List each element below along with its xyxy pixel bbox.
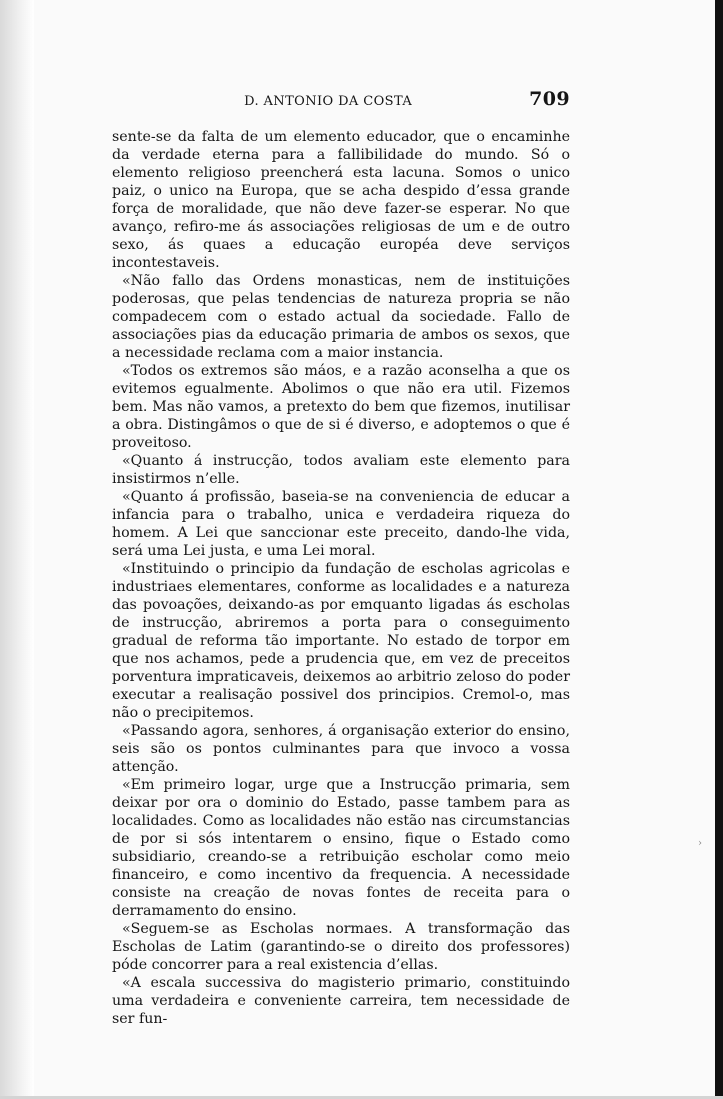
paragraph: «Instituindo o principio da fundação de escholas agricolas e industriaes elementares, conforme as localidades e a natureza das povoações, deixando-as por emquanto ligadas ás escholas de instrucção, abriremos a porta para o conseguimento gradual de reforma tão importante. No estado de torpor em que nos achamos, pede a prudencia que, em vez de preceitos porventura impraticaveis, deixemos ao arbitrio zeloso do poder executar a realisação possivel dos principios. Cremol-o, mas não o precipitemos. xyxy=(112,561,570,721)
paragraph: «A escala successiva do magisterio primario, constituindo uma verdadeira e conveniente carreira, tem necessidade de ser fun- xyxy=(112,975,570,1027)
paragraph: «Não fallo das Ordens monasticas, nem de instituições poderosas, que pelas tendencias de natureza propria se não compadecem com o estado actual da sociedade. Fallo de associações pias da educação primaria de ambos os sexos, que a necessidade reclama com a maior instancia. xyxy=(112,273,570,361)
page-header xyxy=(112,88,570,112)
body-text xyxy=(112,128,570,1028)
paragraph: sente-se da falta de um elemento educador, que o encaminhe da verdade eterna para a fallibilidade do mundo. Só o elemento religioso preencherá esta lacuna. Somos o unico paiz, o unico na Europa, que se acha despido d’essa grande força de moralidade, que não deve fazer-se esperar. No que avanço, refiro-me ás associações religiosas de um e de outro sexo, ás quaes a educação européa deve serviços incontestaveis. xyxy=(112,129,570,271)
paragraph: «Em primeiro logar, urge que a Instrucção primaria, sem deixar por ora o dominio do Estado, passe tambem para as localidades. Como as localidades não estão nas circumstancias de por si sós intentarem o ensino, fique o Estado como subsidiario, creando-se a retribuição escholar como meio financeiro, e como incentivo da frequencia. A necessidade consiste na creação de novas fontes de receita para o derramamento do ensino. xyxy=(112,777,570,919)
margin-mark: › xyxy=(698,838,702,849)
running-title: D. ANTONIO DA COSTA xyxy=(244,94,413,109)
paragraph: «Quanto á profissão, baseia-se na conveniencia de educar a infancia para o trabalho, unica e verdadeira riqueza do homem. A Lei que sanccionar este preceito, dando-lhe vida, será uma Lei justa, e uma Lei moral. xyxy=(112,489,570,559)
paragraph: «Todos os extremos são máos, e a razão aconselha a que os evitemos egualmente. Abolimos o que não era util. Fizemos bem. Mas não vamos, a pretexto do bem que fizemos, inutilisar a obra. Distingâmos o que de si é diverso, e adoptemos o que é proveitoso. xyxy=(112,363,570,451)
paragraph: «Passando agora, senhores, á organisação exterior do ensino, seis são os pontos culminantes para que invoco a vossa attenção. xyxy=(112,723,570,775)
scanned-left-page-edge xyxy=(0,0,34,1099)
scanned-right-page-border xyxy=(715,0,723,1099)
paragraph: «Quanto á instrucção, todos avaliam este elemento para insistirmos n’elle. xyxy=(112,453,570,487)
page-number: 709 xyxy=(529,88,570,110)
paragraph: «Seguem-se as Escholas normaes. A transformação das Escholas de Latim (garantindo-se o direito dos professores) póde concorrer para a real existencia d’ellas. xyxy=(112,921,570,973)
